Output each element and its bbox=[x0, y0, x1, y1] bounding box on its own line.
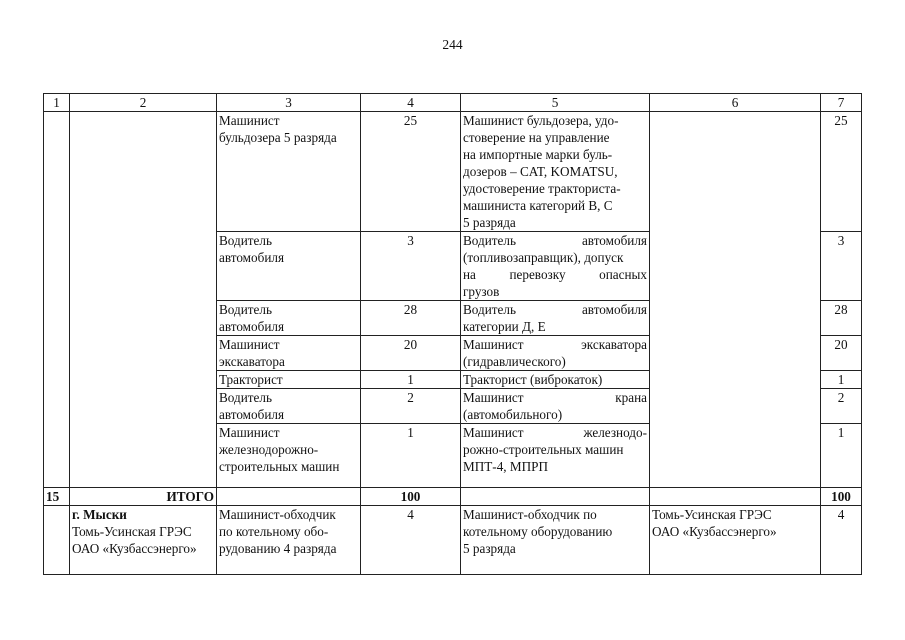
column-number-row bbox=[44, 94, 862, 112]
text-line: Водитель bbox=[219, 233, 272, 248]
cell-empty bbox=[44, 112, 70, 488]
text-line: 5 разряда bbox=[463, 541, 516, 556]
text-line: Машинист bbox=[219, 337, 280, 352]
text-line: Водитель bbox=[219, 302, 272, 317]
count-cell: 25 bbox=[821, 112, 862, 232]
text-line: рожно-строительных машин bbox=[463, 442, 624, 457]
cell-empty bbox=[44, 506, 70, 575]
column-header: 5 bbox=[461, 94, 650, 112]
profession-cell bbox=[217, 424, 361, 488]
count-cell: 20 bbox=[821, 336, 862, 371]
text-line: Томь-Усинская ГРЭС bbox=[72, 524, 192, 539]
text-line: Машинист железнодо- bbox=[463, 425, 647, 440]
count-cell: 3 bbox=[821, 232, 862, 301]
count-cell: 28 bbox=[361, 301, 461, 336]
profession-cell bbox=[217, 336, 361, 371]
text-line: Машинист экскаватора bbox=[463, 337, 647, 352]
text-line: автомобиля bbox=[219, 319, 285, 334]
column-header: 4 bbox=[361, 94, 461, 112]
text-line: Водитель автомобиля bbox=[463, 233, 647, 248]
text-line: на перевозку опасных bbox=[463, 267, 647, 282]
column-header: 7 bbox=[821, 94, 862, 112]
text-line: автомобиля bbox=[219, 250, 285, 265]
text-line: категории Д, Е bbox=[463, 319, 546, 334]
text-line: (автомобильного) bbox=[463, 407, 563, 422]
qualification-cell bbox=[461, 336, 650, 371]
text-line: удостоверение тракториста- bbox=[463, 181, 621, 196]
profession-cell bbox=[217, 389, 361, 424]
text-line: МПТ-4, МПРП bbox=[463, 459, 548, 474]
count-cell: 1 bbox=[361, 371, 461, 389]
text-line: ОАО «Кузбассэнерго» bbox=[652, 524, 777, 539]
qualification-cell bbox=[461, 389, 650, 424]
text-line: Машинист-обходчик bbox=[219, 507, 336, 522]
count-cell: 3 bbox=[361, 232, 461, 301]
text-line: Водитель автомобиля bbox=[463, 302, 647, 317]
text-line: котельному оборудованию bbox=[463, 524, 613, 539]
count-cell: 2 bbox=[361, 389, 461, 424]
city-label: г. Мыски bbox=[72, 507, 127, 522]
count-cell: 1 bbox=[821, 371, 862, 389]
text-line: строительных машин bbox=[219, 459, 340, 474]
qualification-cell bbox=[461, 232, 650, 301]
organization-cell bbox=[650, 506, 821, 575]
text-line: (гидравлического) bbox=[463, 354, 566, 369]
count-cell: 4 bbox=[821, 506, 862, 575]
total-count-cell: 100 bbox=[361, 488, 461, 506]
column-header: 6 bbox=[650, 94, 821, 112]
text-line: на импортные марки буль- bbox=[463, 147, 613, 162]
qualification-cell bbox=[461, 424, 650, 488]
organization-cell bbox=[70, 506, 217, 575]
cell-empty bbox=[650, 488, 821, 506]
text-line: машиниста категорий В, С bbox=[463, 198, 613, 213]
qualification-cell: Тракторист (виброкаток) bbox=[461, 371, 650, 389]
column-header: 1 bbox=[44, 94, 70, 112]
profession-cell bbox=[217, 506, 361, 575]
qualification-cell bbox=[461, 506, 650, 575]
text-line: железнодорожно- bbox=[219, 442, 319, 457]
text-line: стоверение на управление bbox=[463, 130, 610, 145]
count-cell: 2 bbox=[821, 389, 862, 424]
cell-empty bbox=[650, 112, 821, 488]
count-cell: 4 bbox=[361, 506, 461, 575]
text-line: Машинист-обходчик по bbox=[463, 507, 597, 522]
text-line: 5 разряда bbox=[463, 215, 516, 230]
text-line: Машинист бульдозера, удо- bbox=[463, 113, 619, 128]
cell-empty bbox=[461, 488, 650, 506]
text-line: грузов bbox=[463, 284, 500, 299]
count-cell: 1 bbox=[821, 424, 862, 488]
text-line: дозеров – CAT, KOMATSU, bbox=[463, 164, 618, 179]
total-count-cell: 100 bbox=[821, 488, 862, 506]
profession-cell bbox=[217, 301, 361, 336]
staffing-table bbox=[43, 93, 862, 575]
text-line: Водитель bbox=[219, 390, 272, 405]
column-header: 3 bbox=[217, 94, 361, 112]
cell-empty bbox=[70, 112, 217, 488]
profession-cell: Тракторист bbox=[217, 371, 361, 389]
text-line: Машинист bbox=[219, 113, 280, 128]
qualification-cell bbox=[461, 301, 650, 336]
total-row bbox=[44, 488, 862, 506]
profession-cell bbox=[217, 232, 361, 301]
text-line: Томь-Усинская ГРЭС bbox=[652, 507, 772, 522]
total-label-cell: ИТОГО bbox=[70, 488, 217, 506]
page-number: 244 bbox=[442, 37, 463, 52]
count-cell: 1 bbox=[361, 424, 461, 488]
text-line: Машинист bbox=[219, 425, 280, 440]
text-line: ОАО «Кузбассэнерго» bbox=[72, 541, 197, 556]
qualification-cell bbox=[461, 112, 650, 232]
count-cell: 25 bbox=[361, 112, 461, 232]
text-line: бульдозера 5 разряда bbox=[219, 130, 337, 145]
text-line: экскаватора bbox=[219, 354, 285, 369]
text-line: Машинист крана bbox=[463, 390, 647, 405]
text-line: по котельному обо- bbox=[219, 524, 329, 539]
profession-cell bbox=[217, 112, 361, 232]
row-number-cell: 15 bbox=[44, 488, 70, 506]
text-line: рудованию 4 разряда bbox=[219, 541, 337, 556]
text-line: (топливозаправщик), допуск bbox=[463, 250, 624, 265]
count-cell: 28 bbox=[821, 301, 862, 336]
text-line: автомобиля bbox=[219, 407, 285, 422]
column-header: 2 bbox=[70, 94, 217, 112]
cell-empty bbox=[217, 488, 361, 506]
table-row bbox=[44, 112, 862, 232]
count-cell: 20 bbox=[361, 336, 461, 371]
table-row bbox=[44, 506, 862, 575]
